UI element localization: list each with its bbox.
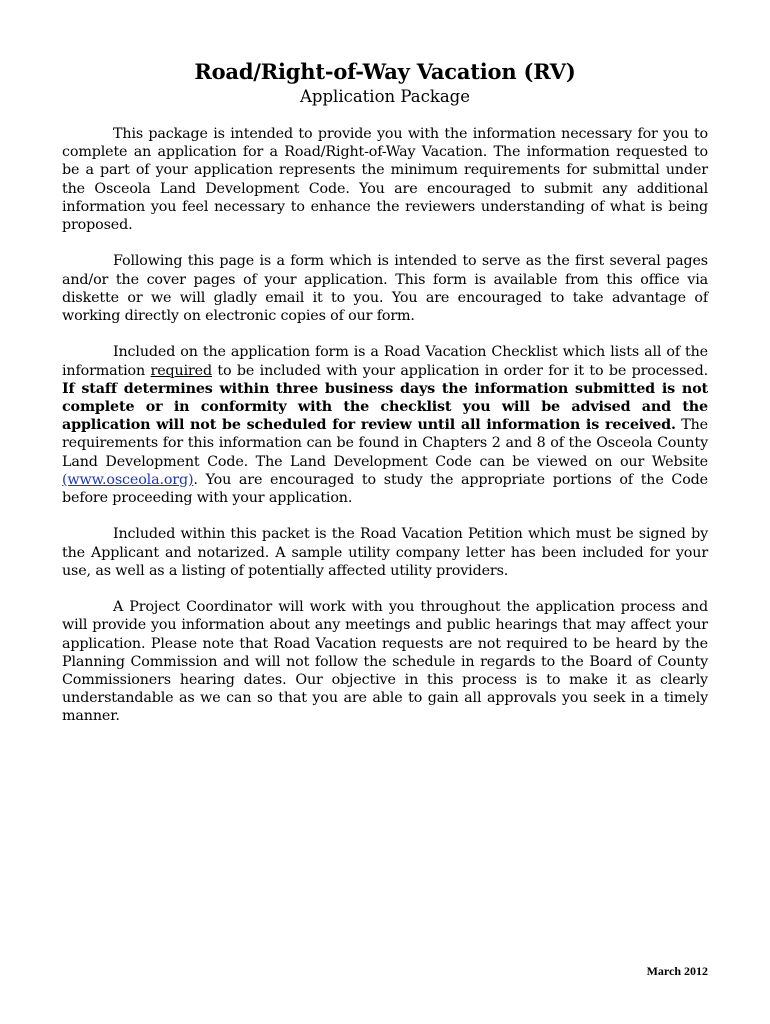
website-link[interactable]: (www.osceola.org)	[62, 471, 194, 488]
checklist-text-mid: to be included with your application in order for it to be processed.	[212, 362, 708, 379]
checklist-requirements-text: The requirements for this information can be found in Chapters 2 and 8 of the Osceola County Land Development Code. The Land Development Code can be viewed on our Website	[62, 417, 708, 470]
paragraph-intro: This package is intended to provide you with the information necessary for you to complete an application for a Road/Right-of-Way Vacation. The information requested to be a part of your application represents the minimum requirements for submittal under the Osceola Land Development Code. You are encouraged to submit any additional information you feel necessary to enhance the reviewers understanding of what is being proposed.	[62, 126, 708, 234]
staff-warning-text: If staff determines within three business days the information submitted is not complete or in conformity with the checklist you will be advised and the application will not be scheduled for review until all information is received.	[62, 380, 708, 434]
footer-date: March 2012	[646, 964, 708, 978]
document-page	[62, 58, 708, 744]
document-title: Road/Right-of-Way Vacation (RV)	[194, 59, 576, 84]
required-word: required	[150, 362, 212, 379]
paragraph-form-info: Following this page is a form which is intended to serve as the first several pages and/or the cover pages of your application. This form is available from this office via diskette or we will gladly email it to you. You are encouraged to take advantage of working directly on electronic copies of our form.	[62, 253, 708, 325]
paragraph-coordinator: A Project Coordinator will work with you throughout the application process and will provide you information about any meetings and public hearings that may affect your application. Please note that Road Vacation requests are not required to be heard by the Planning Commission and will not follow the schedule in regards to the Board of County Commissioners hearing dates. Our objective in this process is to make it as clearly understandable as we can so that you are able to gain all approvals you seek in a timely manner.	[62, 599, 708, 725]
checklist-text-start: Included on the application form is a Road Vacation Checklist which lists all of the information	[62, 344, 708, 379]
paragraph-petition: Included within this packet is the Road Vacation Petition which must be signed by the Applicant and notarized. A sample utility company letter has been included for your use, as well as a listing of potentially affected utility providers.	[62, 526, 708, 579]
paragraph-checklist	[62, 343, 708, 507]
checklist-text-end: . You are encouraged to study the appropriate portions of the Code before proceeding with your application.	[62, 471, 708, 507]
document-subtitle: Application Package	[300, 87, 470, 106]
